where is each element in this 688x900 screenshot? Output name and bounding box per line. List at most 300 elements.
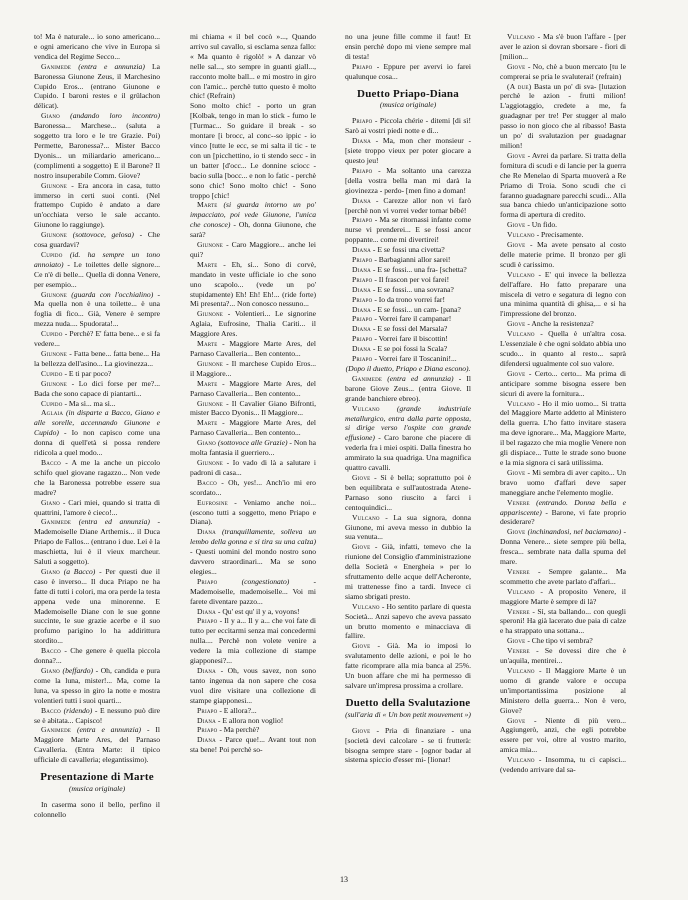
speaker-name: Bacco	[41, 457, 61, 467]
line-text: - Non ha molta fantasia il guerriero...	[190, 438, 316, 458]
speaker-name: Vulcano	[352, 403, 380, 413]
speaker-name: Giano	[41, 111, 60, 121]
line-text: no una jeune fille comme il faut! Et ensin perchè dopo mi viene sempre mal di testa!	[345, 32, 471, 61]
dialogue-paragraph	[345, 354, 471, 364]
speaker-name: Giano	[41, 566, 60, 576]
speaker-name: Giove	[507, 527, 526, 537]
speaker-name: Vulcano	[507, 666, 535, 675]
line-text: - Fatta bene... fatta bene... Ha la bellezza dell'asino... La giovinezza...	[34, 349, 160, 368]
line-text: -Mademoiselle Diane Arthemis... il Duca Priapo de Fallos... (entrano i due. Lei è la maschietta, lui è il vieux marcheur. Saluti a soggetto).	[34, 517, 160, 567]
line-text: - E se fossi... una fra- [schetta?	[372, 264, 467, 274]
speaker-name: Giunone	[41, 378, 68, 388]
speaker-name: Vulcano	[507, 329, 535, 339]
line-text: - E se poi fossi la Scala?	[372, 344, 448, 354]
dialogue-paragraph	[500, 329, 626, 369]
text-column-2	[190, 32, 316, 755]
speaker-name: Giove	[352, 472, 371, 482]
stage-direction-inline: (entrando. Donna bella e appariscente)	[500, 497, 626, 517]
speaker-name: Giunone	[197, 398, 224, 408]
stage-direction-inline: (andando loro incontro)	[70, 111, 160, 121]
speaker-name: Giove	[507, 150, 526, 160]
line-text: - Barbagianni allor sarei!	[374, 255, 451, 265]
dialogue-paragraph	[500, 62, 626, 82]
line-text: - La sua signora, donna Giunone, mi aveva messo in dubbio la sua venuta...	[345, 512, 471, 542]
dialogue-paragraph	[345, 473, 471, 513]
speaker-name: Vulcano	[507, 230, 535, 240]
line-text: - Ma soltanto una carezza [della vostra bella man mi darà la giovinezza - perdo- [men fino a doman!	[345, 165, 471, 195]
dialogue-paragraph	[34, 250, 160, 290]
stage-direction-inline: (entra e annunzia)	[78, 61, 145, 71]
dialogue-paragraph	[345, 726, 471, 766]
dialogue-paragraph	[500, 587, 626, 607]
speaker-name: Marte	[197, 339, 218, 349]
speaker-name: Giunone	[197, 240, 224, 250]
line-text: - Già. Ma io imposi lo svalutamento delle azioni, e poi le ho fatte ricomprare alla mia banca al 25%. Un buon affare che mi ha permesso di salvare un'impresa prossima a crollare.	[345, 641, 471, 690]
speaker-name: (A due)	[507, 81, 532, 91]
verse	[190, 32, 316, 101]
dialogue-paragraph	[345, 513, 471, 543]
line-text: - Cari miei, quando si tratta di quattrini, l'amore è cieco!...	[34, 497, 160, 517]
line-text: - Maggiore Marte Ares, del Parnaso Cavalleria... Ben contento...	[190, 418, 316, 438]
speaker-name: Venere	[507, 566, 530, 576]
speaker-name: Giove	[507, 636, 526, 646]
speaker-name: Ganimede	[352, 373, 383, 383]
dialogue-paragraph	[345, 602, 471, 642]
dialogue-paragraph	[34, 290, 160, 330]
dialogue-paragraph	[190, 260, 316, 310]
speaker-name: Giove	[352, 641, 371, 651]
speaker-name: Diana	[352, 136, 371, 146]
speaker-name: Vulcano	[507, 586, 535, 596]
dialogue-paragraph	[345, 324, 471, 334]
speaker-name: Priapo	[352, 294, 373, 304]
stage-direction-inline: (grande industriale metallurgico, entra dalla parte opposta, si dirige verso l'ospite con grande effusione)	[345, 403, 471, 443]
line-text: - No, chè a buon mercato [tu le comprerai se pria le svaluterai! (refrain)	[500, 61, 626, 81]
stage-direction-inline: (a Bacco)	[63, 566, 96, 576]
speaker-name: Giunone	[197, 457, 224, 467]
dialogue-paragraph	[190, 200, 316, 240]
line-text: - Vorrei fare il Toscanini!...	[374, 354, 457, 364]
line-text: - E allora non voglio!	[217, 715, 284, 725]
line-text: - Era ancora in casa, tutto immerso in certi suoi conti. (Nel frattempo Cupido è andato a dare un'occhiata verso le sale accanto. Giunone lo raggiunge).	[34, 180, 160, 230]
line-text: - Ho il mio uomo... Si tratta del Maggiore Marte addetto al Ministero della guerra. L'ho fatto invitare stasera ma deve ignorare... Ma, Maggiore Marte, il bel ragazzo che mia moglie Venere non gli dispiace... Tutte le strade sono buone e la mia signora ci sarà utilissima.	[500, 398, 626, 467]
line-text: - Certo... certo... Ma prima di anticipare somme bisogna essere ben sicuri di avere la fornitura...	[500, 368, 627, 398]
speaker-name: Vulcano	[352, 601, 380, 611]
speaker-name: Giove	[507, 467, 526, 477]
dialogue-paragraph	[500, 716, 626, 756]
line-text: - Oh, candida e pura come la luna, mister!... Ma, come la luna, va spesso in giro la notte e mostra volentieri tutti i suoi quarti...	[34, 666, 161, 705]
dialogue-paragraph	[345, 641, 471, 691]
stage-direction-inline: (entra e annunzia)	[77, 725, 142, 735]
speaker-name: Priapo	[352, 215, 373, 225]
line-text: - Parce que!... Avant tout non sta bene! Poi perchè so-	[190, 735, 316, 755]
speaker-name: Bacco	[197, 477, 217, 487]
speaker-name: Giove	[507, 319, 526, 329]
speaker-name: Vulcano	[507, 269, 535, 279]
dialogue-paragraph	[34, 725, 160, 765]
dialogue-paragraph	[190, 716, 316, 726]
line-text: - Sì, sta ballando... con quegli speroni! Ha già lacerato due paia di calze e ha strappato una sottana...	[500, 606, 626, 636]
dialogue-paragraph	[190, 379, 316, 399]
dialogue-paragraph	[34, 408, 160, 458]
line-text: - E allora?...	[219, 705, 257, 715]
speaker-name: Diana	[352, 284, 371, 294]
verse	[190, 101, 316, 200]
line-text: - Eh, sì... Sono di corvè, mandato in veste ufficiale io che sono uno scapolo... (vede un po' stupidamente) Eh! Eh! Eh!... (ride forte) Mi presenta?... Non conosco nessuno...	[190, 259, 316, 309]
dialogue-paragraph	[500, 230, 626, 240]
dialogue-paragraph	[34, 399, 160, 409]
line-text: - Mademoiselle, mademoiselle... Voi mi farete diventare pazzo...	[190, 576, 316, 606]
speaker-name: Cupido	[41, 329, 63, 339]
line-text: - Maggiore Marte Ares, del Parnaso Cavalleria... Ben contento...	[190, 339, 316, 358]
dialogue-paragraph	[345, 542, 471, 601]
line-text: - Caro Maggiore... anche lei qui?	[190, 240, 316, 259]
stage-direction-inline: (id. ha sempre un tono annoiato)	[34, 249, 160, 269]
speaker-name: Ganimede	[41, 61, 72, 71]
dialogue-paragraph	[34, 111, 160, 180]
dialogue-paragraph	[345, 265, 471, 275]
dialogue-paragraph	[345, 166, 471, 196]
dialogue-paragraph	[345, 196, 471, 216]
speaker-name: Giove	[507, 715, 526, 725]
stage-direction-inline: (beffardo)	[62, 666, 94, 675]
dialogue-paragraph	[190, 735, 316, 755]
line-text: Baronessa... Marchese... (saluta a soggetto tra loro e le tre Grazie. Poi) Permette, Baronessa?... Mister Bacco Dyonis... un miliardario americano... (complimenti a soggetto) E il Barone? Il nostro insuperabile Comm. Giove?	[34, 121, 160, 180]
line-text: - Vorrei fare il biscottin!	[374, 334, 448, 344]
dialogue-paragraph	[190, 418, 316, 438]
speaker-name: Cupido	[41, 398, 63, 408]
dialogue-paragraph	[345, 404, 471, 473]
dialogue-paragraph	[345, 374, 471, 404]
speaker-name: Cupido	[41, 249, 63, 259]
line-text: - Piccola chérie - ditemi [di sì! Sarò ai vostri piedi notte e dì...	[345, 116, 471, 136]
speaker-name: Vulcano	[507, 398, 535, 408]
speaker-name: Diana	[197, 527, 216, 537]
speaker-name: Giunone	[41, 230, 68, 240]
dialogue-paragraph	[500, 82, 626, 151]
line-text: - Veniamo anche noi... (escono tutti a soggetto, meno Priapo e Diana).	[190, 497, 316, 527]
line-text: - Vorrei fare il campanar!	[374, 314, 452, 324]
speaker-name: Vulcano	[507, 755, 535, 765]
speaker-name: Giove	[507, 220, 526, 230]
stage-direction-inline: (inchinandosi, nel baciamano)	[527, 527, 622, 537]
dialogue-paragraph	[34, 800, 160, 820]
speaker-name: Marte	[197, 418, 218, 428]
speaker-name: Diana	[352, 195, 371, 205]
dialogue-paragraph	[500, 527, 626, 567]
line-text: - Per questi due il caso è inverso... Il duca Priapo ne ha fatte di tutti i colori, ma ora perde la testa appena vede una minorenne. E Mademoiselle Diane con le sue gonne succinte, le sue grazie acerbe e il suo profumo parigino lo ha addirittura stordito...	[34, 566, 160, 646]
line-text: - Pria di finanziare - una [società devi calcolare - se ti frutterà: bisogna sempre stare - [ognor badar al sistema spiccio d'esser mi- [lionar!	[345, 725, 471, 765]
speaker-name: Priapo	[352, 354, 373, 364]
speaker-name: Ganimede	[41, 517, 72, 527]
speaker-name: Giunone	[197, 358, 224, 368]
line-text: - Ma, mon cher monsieur - [siete troppo vieux per poter giocare a questo jeu!	[345, 136, 471, 165]
section-heading: Duetto della Svalutazione	[345, 696, 471, 709]
speaker-name: Diana	[352, 245, 371, 255]
line-text: - E se fossi del Marsala?	[372, 324, 448, 334]
line-text: - Eppure per avervi io farei qualunque cosa...	[345, 61, 472, 81]
dialogue-paragraph	[34, 458, 160, 498]
dialogue-paragraph	[500, 646, 626, 666]
dialogue-paragraph	[34, 349, 160, 369]
speaker-name: Giove	[507, 61, 526, 71]
dialogue-paragraph	[190, 498, 316, 528]
line-text: - Sì è bella; soprattutto poi è ben equilibrata e sull'autostrada Atene-Parnaso sono riuscito a farci i centoquindici...	[345, 472, 471, 512]
line-text: - Il frascon per voi farei!	[374, 274, 450, 284]
line-text: - E se fossi... una sovrana?	[372, 284, 454, 294]
line-text: - E' qui invece la bellezza dell'affare. Ho fatto preparare una miscela di vetro e segatura di legno con una minima quantità di ghisa,... e si ha l'impressione del bronzo.	[500, 269, 626, 319]
line-text: Sono molto chic! - porto un gran [Kolbak, tengo in man lo stick - fumo le [Turmac... So guidare il break - so montare [i brocc, al conc--so ippic - io vinco [tutte le ecc, se mi salta il tic - te con un [picchettino, io ti stendo secc - in un batter [d'occ... Le donnine sciocc - bacio sulla [bocc... e non lo fatic - perchè sono chic! Sono molto chic! - Sono troppo [chic!	[190, 101, 316, 200]
line-text: - Volentieri... Le signorine Aglaia, Eufrosine, Thalia Cariti... il Maggiore Ares.	[190, 309, 316, 339]
line-text: - E nessuno può dire se è abitata... Capisco!	[34, 705, 160, 725]
dialogue-paragraph	[500, 607, 626, 637]
line-text: - Il barone Giove Zeus... (entra Giove. Il grande banchiere ebreo).	[345, 373, 471, 403]
line-text: - Il Maggiore Marte è un uomo di grande valore e occupa un'importantissima posizione al Ministero della guerra... Non è vero, Giove?	[500, 666, 626, 715]
dialogue-paragraph	[345, 32, 471, 62]
line-text: - Barone, vi fate proprio desiderare?	[500, 507, 626, 527]
line-text: - Anche la resistenza?	[527, 319, 594, 329]
stage-direction-inline: (guarda con l'occhialino)	[71, 289, 154, 299]
dialogue-paragraph	[345, 245, 471, 255]
dialogue-paragraph	[34, 379, 160, 399]
line-text: - Il Maggiore Marte Ares, del Parnaso Cavalleria. (Entra Marte: il tipico ufficiale di cavalleria; elegantissimo).	[34, 725, 160, 765]
line-text: - Ma quella non è una toilette... è una foglia di fico... Già, Venere è sempre mezza nuda.... Spudorata!...	[34, 289, 160, 329]
line-text: - Io non capisco come una donna di quell'età si possa rendere ridicola a quel modo...	[34, 428, 160, 458]
stage-direction-inline: (ridendo)	[63, 705, 93, 715]
speaker-name: Priapo	[352, 334, 373, 344]
speaker-name: Diana	[197, 715, 216, 725]
line-text: - Maggiore Marte Ares, del Parnaso Cavalleria... Ben contento...	[190, 378, 316, 398]
speaker-name: Priapo	[352, 255, 373, 265]
line-text: - Mi sembra di aver capito... Un bravo uomo d'affari deve saper maneggiare anche l'elemento moglie.	[500, 467, 626, 497]
dialogue-paragraph	[500, 369, 626, 399]
speaker-name: Venere	[507, 606, 530, 616]
dialogue-paragraph	[500, 319, 626, 329]
speaker-name: Giove	[352, 725, 371, 735]
line-text: - Che genere è quella piccola donna?...	[34, 646, 160, 666]
dialogue-paragraph	[190, 309, 316, 339]
speaker-name: Giunone	[197, 309, 224, 319]
line-text: - Precisamente.	[536, 230, 584, 240]
speaker-name: Priapo	[352, 116, 373, 126]
speaker-name: Eufrosine	[197, 497, 228, 507]
speaker-name: Cupido	[41, 368, 63, 378]
stage-direction-inline: (entra ed annunzia)	[78, 517, 150, 527]
dialogue-paragraph	[345, 295, 471, 305]
dialogue-paragraph	[345, 62, 471, 82]
dialogue-paragraph	[190, 458, 316, 478]
dialogue-paragraph	[190, 359, 316, 379]
section-heading: Duetto Priapo-Diana	[357, 87, 459, 100]
dialogue-paragraph	[345, 215, 471, 245]
line-text: - Niente di più vero... Aggiungerò, anzi, che egli potrebbe essere per voi, oltre al vostro marito, amica mia...	[500, 715, 626, 755]
stage-direction-inline: (sottovoce alle Grazie)	[217, 438, 288, 448]
dialogue-paragraph	[345, 314, 471, 324]
dialogue-paragraph	[34, 567, 160, 646]
stage-direction-inline: (in disparte a Bacco, Giano e alle sorelle, accennando Giunone e Cupido)	[34, 408, 160, 438]
line-text: La Baronessa Giunone Zeus, il Marchesino Cupido Eros... (entranо Giunone e Cupido. I baroni restes e il grülachon délicat).	[34, 61, 160, 111]
line-text: - Le toilettes delle signore... Ce n'è di belle... Quella di donna Venere, per esempio...	[34, 259, 161, 289]
dialogue-paragraph	[34, 517, 160, 567]
dialogue-paragraph	[345, 136, 471, 166]
speaker-name: Priapo	[352, 165, 373, 175]
speaker-name: Priapo	[197, 705, 218, 715]
dialogue-paragraph	[345, 116, 471, 136]
line-text: - Oh, donna Giunone, che sarà?	[190, 220, 316, 240]
line-text: - Ma avete pensato al costo delle materie prime. Il bronzo per gli scudi è carissimo.	[500, 240, 626, 269]
speaker-name: Giunone	[41, 180, 68, 190]
dialogue-paragraph	[500, 636, 626, 646]
speaker-name: Giove	[507, 368, 526, 378]
dialogue-paragraph	[345, 305, 471, 315]
speaker-name: Bacco	[41, 646, 61, 656]
line-text: - Già, infatti, temevo che la riunione del Consiglio d'amministrazione della Società « Energheia » per lo sfruttamento delle acque dell'Acheronte, mi trattenesse fino a tardi. Invece ci siamo sbrigati presto.	[345, 542, 471, 601]
section-subtitle: (musica originale)	[379, 100, 437, 110]
speaker-name: Diana	[197, 735, 216, 745]
stage-direction-inline: (si guarda intorno un po' impacciato, poi vede Giunone, l'unica che conosce)	[190, 200, 316, 230]
section-heading: Presentazione di Marte	[40, 771, 154, 784]
section-subtitle: (musica originale)	[68, 783, 126, 793]
speaker-name: Giunone	[41, 289, 68, 299]
speaker-name: Giano	[41, 666, 60, 675]
line-text: - Che cosa guardavi?	[34, 230, 160, 250]
stage-direction	[345, 364, 471, 374]
line-text: - Il Cavalier Giano Bifronti, mister Bacco Dyonis... Il Maggiore...	[190, 398, 316, 418]
stage-direction-inline: (tranquillamente, solleva un lembo della gonna e si tira su una calza)	[190, 527, 316, 547]
text-column-1	[34, 32, 160, 820]
dialogue-paragraph	[500, 220, 626, 230]
line-text: to! Ma è naturale... io sono americano... e ogni americano che vive in Europa si vendica del Regime Secco...	[34, 32, 160, 61]
text-column-3	[345, 32, 471, 765]
dialogue-paragraph	[34, 32, 160, 62]
speaker-name: Aglaia	[41, 408, 64, 418]
dialogue-paragraph	[500, 399, 626, 468]
dialogue-paragraph	[190, 478, 316, 498]
dialogue-paragraph	[500, 468, 626, 498]
dialogue-paragraph	[345, 275, 471, 285]
speaker-name: Priapo	[197, 725, 218, 735]
dialogue-paragraph	[500, 755, 626, 775]
dialogue-paragraph	[190, 339, 316, 359]
speaker-name: Venere	[507, 646, 530, 656]
line-text: - Il marchese Cupido Eros... il Maggiore...	[190, 358, 316, 378]
dialogue-paragraph	[345, 255, 471, 265]
line-text: - Io vado di là a salutare i padroni di casa...	[190, 457, 316, 477]
speaker-name: Diana	[352, 344, 371, 354]
line-text: - Ma perchè?	[219, 725, 260, 735]
dialogue-paragraph	[500, 151, 626, 220]
line-text: - Un fido.	[527, 220, 558, 230]
page-number: 13	[340, 875, 348, 884]
speaker-name: Giano	[197, 438, 216, 448]
line-text: - Caro barone che piacere di vederla fra i miei ospiti. Dalla finestra ho ammirato la sua quadriga. Una magnifica quattro cavalli.	[345, 433, 471, 473]
line-text: - Che tipo vi sembra?	[527, 636, 593, 646]
line-text: - E ti par poco?	[64, 368, 112, 378]
speaker-name: Diana	[352, 324, 371, 334]
dialogue-paragraph	[190, 577, 316, 607]
dialogue-paragraph	[500, 498, 626, 528]
stage-direction-inline: (entra ed annunzia)	[387, 373, 454, 383]
line-text: - Il y a... Il y a... che voi fate di tutto per eccitarmi senza mai concedermi nulla.... Perchè non volete venire a vedere la mia collezione di stampe giapponesi?...	[190, 616, 316, 666]
speaker-name: Diana	[197, 666, 216, 675]
line-text: - Oh, yes!... Anch'io mi ero scordato...	[190, 477, 316, 497]
stage-direction-inline: (sottovoce, gelosa)	[72, 230, 134, 240]
line-text: - Avrei da parlare. Si tratta della fornitura di scudi e di lancie per la guerra che Re Menelao di Sparta muoverà a Re Priamo di Troia. Sono scudi che ci faranno guadagnare parecchi scudi... Alla sua banca chiedo un'anticipazione sotto forma di apertura di credito.	[500, 150, 627, 220]
dialogue-paragraph	[190, 240, 316, 260]
dialogue-paragraph	[34, 646, 160, 666]
line-text: - Io da trono vorrei far!	[374, 294, 445, 304]
line-text: - E se fossi una civetta?	[372, 245, 445, 255]
line-text: - A me la anche un piccolo schifo quel giovane ragazzo... Non vede che la Baronessa potrebbe essere sua madre?	[34, 457, 160, 497]
line-text: - Oh, vous savez, non sono tanto ingenua da non sapere che cosa vuol dire visitare una collezione di stampe giapponesi...	[190, 666, 316, 705]
line-text: In caserma sono il bello, perfino il colonnello	[34, 799, 160, 819]
speaker-name: Marte	[197, 378, 218, 388]
speaker-name: Priapo	[352, 274, 373, 284]
speaker-name: Priapo	[352, 314, 373, 324]
speaker-name: Vulcano	[352, 512, 380, 522]
line-text: - E se fossi... un cam- [pana?	[372, 304, 461, 314]
line-text: - Insomma, tu ci capisci... (vedendo arrivare dal sa-	[500, 755, 626, 775]
speaker-name: Giove	[352, 542, 371, 552]
line-text: - Carezze allor non vi farò [perchè non vi vorrei veder tornar bébé!	[345, 195, 471, 215]
line-text: - Ma sì... ma sì...	[64, 398, 116, 408]
speaker-name: Diana	[197, 606, 216, 616]
dialogue-paragraph	[190, 666, 316, 706]
line-text: - Perchè? E' fatta bene... e si fa vedere...	[34, 329, 160, 349]
dialogue-paragraph	[34, 706, 160, 726]
text-column-4	[500, 32, 626, 775]
section-subtitle: (sull'aria di « Un bon petit mouvement »)	[345, 709, 471, 719]
dialogue-paragraph	[500, 567, 626, 587]
stage-direction-inline: (congestionato)	[241, 576, 290, 586]
dialogue-paragraph	[34, 181, 160, 231]
dialogue-paragraph	[500, 270, 626, 320]
dialogue-paragraph	[190, 725, 316, 735]
speaker-name: Diana	[352, 304, 371, 314]
speaker-name: Marte	[197, 200, 218, 210]
line-text: - Qu' est qu' il y a, voyons!	[217, 606, 300, 616]
dialogue-paragraph	[34, 329, 160, 349]
line-text: Basta un po' di sva- [lutazion perchè le azion - frutti milion! L'aggiotaggio, credete a me, fa guadagnar per tre! Per stugger al malo passo io non gioco che al ribasso! Basta un po' di svalutazion per guadagnar milion!	[500, 81, 626, 150]
dialogue-paragraph	[500, 666, 626, 716]
dialogue-paragraph	[34, 62, 160, 112]
dialogue-paragraph	[190, 706, 316, 716]
line-text: - Se dovessi dire che è un'aquila, mentirei...	[500, 646, 626, 666]
line-text: - Ma s'è buon l'affare - [per aver le azion si dovran sborsare - fiori di [milion...	[500, 32, 626, 61]
speaker-name: Marte	[197, 259, 218, 269]
speaker-name: Ganimede	[41, 725, 72, 735]
dialogue-paragraph	[34, 498, 160, 518]
line-text: - Ho sentito parlare di questa Società... Anzi sapevo che aveva passato un brutto momento e minacciava di fallire.	[345, 601, 471, 641]
speaker-name: Giunone	[41, 349, 68, 358]
line-text: mi chiama « il bel cocò »..., Quando arrivo sul cavallo, si esclama senza fallo: « Ma quanto è rigolò! » A danzar vò nelle sal..., sto sempre in guanti giall..., racconto molte ball... e mi mostro in giro con l'amic... perchè tutto questo è molto chic! (Refrain)	[190, 32, 316, 101]
dialogue-paragraph	[345, 285, 471, 295]
dialogue-paragraph	[500, 32, 626, 62]
line-text: - Donna Venere... siete sempre più bella, fresca... sembrate nata dalla spuma del mare.	[500, 527, 626, 567]
dialogue-paragraph	[34, 666, 160, 706]
line-text: - Lo dici forse per me?... Bada che sono capace di piantarti...	[34, 378, 160, 398]
dialogue-paragraph	[190, 527, 316, 577]
speaker-name: Priapo	[197, 616, 218, 626]
dialogue-paragraph	[500, 240, 626, 270]
dialogue-paragraph	[190, 616, 316, 666]
line-text: - A proposito Venere, il maggiore Marte è sempre di là?	[500, 586, 626, 606]
dialogue-paragraph	[190, 607, 316, 617]
speaker-name: Priapo	[197, 576, 218, 586]
speaker-name: Giano	[41, 497, 60, 507]
dialogue-paragraph	[34, 230, 160, 250]
speaker-name: Bacco	[41, 705, 61, 715]
